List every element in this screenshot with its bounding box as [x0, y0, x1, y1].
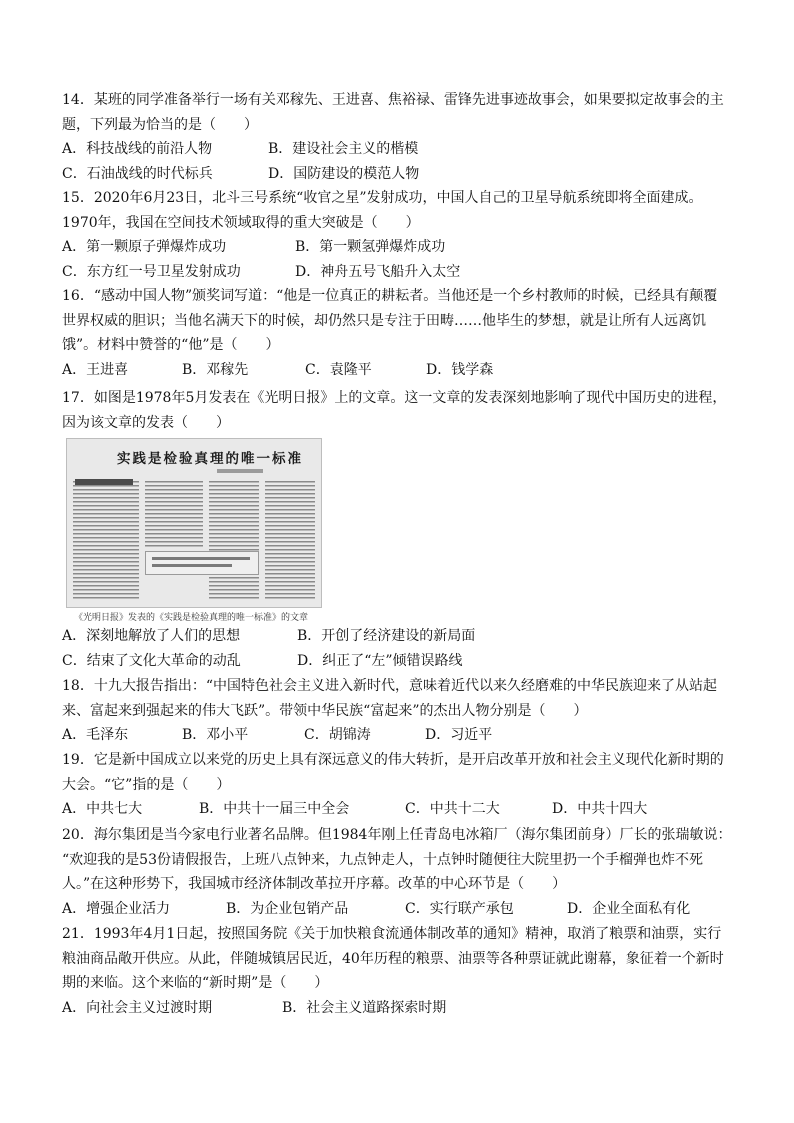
question-text: 期的来临。这个来临的“新时期”是（ ）	[62, 975, 329, 991]
question-15	[62, 186, 742, 284]
option-b: B．邓小平	[182, 727, 249, 743]
option-d: D．习近平	[425, 727, 493, 743]
question-17-options	[62, 624, 742, 673]
text-column	[73, 481, 139, 601]
question-text: 21．1993年4月1日起，按照国务院《关于加快粮食流通体制改革的通知》精神，取消了粮票和油票，实行	[62, 926, 722, 942]
option-c: C．石油战线的时代标兵	[62, 165, 213, 182]
question-text: 大会。“它”指的是（ ）	[62, 776, 231, 793]
option-a: A．向社会主义过渡时期	[62, 999, 213, 1016]
question-text: 因为该文章的发表（ ）	[62, 414, 230, 431]
boxed-note	[145, 551, 259, 575]
option-a: A．增强企业活力	[62, 900, 171, 917]
option-b: B．建设社会主义的楷模	[268, 141, 419, 157]
question-19	[62, 748, 742, 822]
option-a: A．第一颗原子弹爆炸成功	[62, 239, 227, 255]
option-a: A．科技战线的前沿人物	[62, 141, 213, 157]
option-c: C．中共十二大	[405, 801, 500, 817]
question-text: 20．海尔集团是当今家电行业著名品牌。但1984年刚上任青岛电冰箱厂（海尔集团前身）厂长的张瑞敏说：	[62, 827, 732, 843]
newspaper-image	[66, 438, 322, 608]
figure-caption: 《光明日报》发表的《实践是检验真理的唯一标准》的文章	[74, 613, 309, 623]
question-text: 14．某班的同学准备举行一场有关邓稼先、王进喜、焦裕禄、雷锋先进事迹故事会，如果要拟定故事会的主	[62, 92, 724, 108]
option-b: B．开创了经济建设的新局面	[297, 628, 476, 644]
question-18	[62, 674, 742, 748]
question-text: 来、富起来到强起来的伟大飞跃”。带领中华民族“富起来”的杰出人物分别是（ ）	[62, 702, 588, 719]
option-c: C．胡锦涛	[304, 727, 371, 743]
question-text: 饿”。材料中赞誉的“他”是（ ）	[62, 337, 280, 353]
question-text: 世界权威的胆识；当他名满天下的时候，却仍然只是专注于田畴……他毕生的梦想，就是让所有人远离饥	[62, 312, 706, 329]
option-a: A．毛泽东	[62, 727, 129, 743]
option-d: D．中共十四大	[552, 801, 648, 817]
question-text: 题，下列最为恰当的是（ ）	[62, 116, 258, 133]
newspaper-byline	[217, 469, 263, 473]
option-b: B．为企业包销产品	[226, 900, 349, 917]
question-16	[62, 284, 742, 382]
question-text: 15．2020年6月23日，北斗三号系统“收官之星”发射成功，中国人自己的卫星导航系统即将全面建成。	[62, 190, 703, 206]
question-17	[62, 386, 742, 435]
question-text: 19．它是新中国成立以来党的历史上具有深远意义的伟大转折，是开启改革开放和社会主义现代化新时期的	[62, 752, 724, 768]
option-b: B．社会主义道路探索时期	[282, 999, 447, 1016]
option-c: C．结束了文化大革命的动乱	[62, 652, 241, 669]
option-d: D．企业全面私有化	[567, 900, 691, 917]
text-column	[265, 481, 315, 601]
question-text: 粮油商品敞开供应。从此，伴随城镇居民近，40年历程的粮票、油票等各种票证就此谢幕，象征着一个新时	[62, 950, 724, 967]
question-text: 人。”在这种形势下，我国城市经济体制改革拉开序幕。改革的中心环节是（ ）	[62, 876, 567, 892]
option-d: D．神舟五号飞船升入太空	[295, 263, 461, 280]
newspaper-figure	[66, 438, 320, 624]
option-c: C．实行联产承包	[405, 900, 514, 917]
text-column	[145, 481, 203, 547]
option-a: A．王进喜	[62, 361, 129, 378]
option-a: A．中共七大	[62, 801, 143, 817]
option-d: D．钱学森	[426, 361, 494, 378]
option-a: A．深刻地解放了人们的思想	[62, 628, 241, 644]
question-text: 16．“感动中国人物”颁奖词写道：“他是一位真正的耕耘者。当他还是一个乡村教师的时候，已经具有颠覆	[62, 288, 718, 304]
option-d: D．国防建设的模范人物	[268, 165, 420, 182]
question-20	[62, 823, 742, 921]
text-subheading	[75, 479, 133, 485]
option-b: B．邓稼先	[182, 361, 249, 378]
option-d: D．纠正了“左”倾错误路线	[297, 652, 463, 669]
newspaper-headline: 实践是检验真理的唯一标准	[117, 451, 303, 467]
question-text: 1970年，我国在空间技术领域取得的重大突破是（ ）	[62, 214, 420, 231]
option-c: C．东方红一号卫星发射成功	[62, 263, 241, 280]
option-b: B．第一颗氢弹爆炸成功	[295, 239, 446, 255]
option-b: B．中共十一届三中全会	[199, 801, 350, 817]
question-21	[62, 922, 742, 1020]
question-text: 18．十九大报告指出：“中国特色社会主义进入新时代，意味着近代以来久经磨难的中华民族迎来了从站起	[62, 678, 717, 694]
question-text: 17．如图是1978年5月发表在《光明日报》上的文章。这一文章的发表深刻地影响了现代中国历史的进程，	[62, 390, 727, 406]
option-c: C．袁隆平	[305, 361, 372, 378]
question-14	[62, 88, 742, 186]
text-column	[209, 481, 259, 601]
question-text: “欢迎我的是53份请假报告，上班八点钟来，九点钟走人，十点钟时随便往大院里扔一个手榴弹也炸不死	[62, 851, 703, 868]
